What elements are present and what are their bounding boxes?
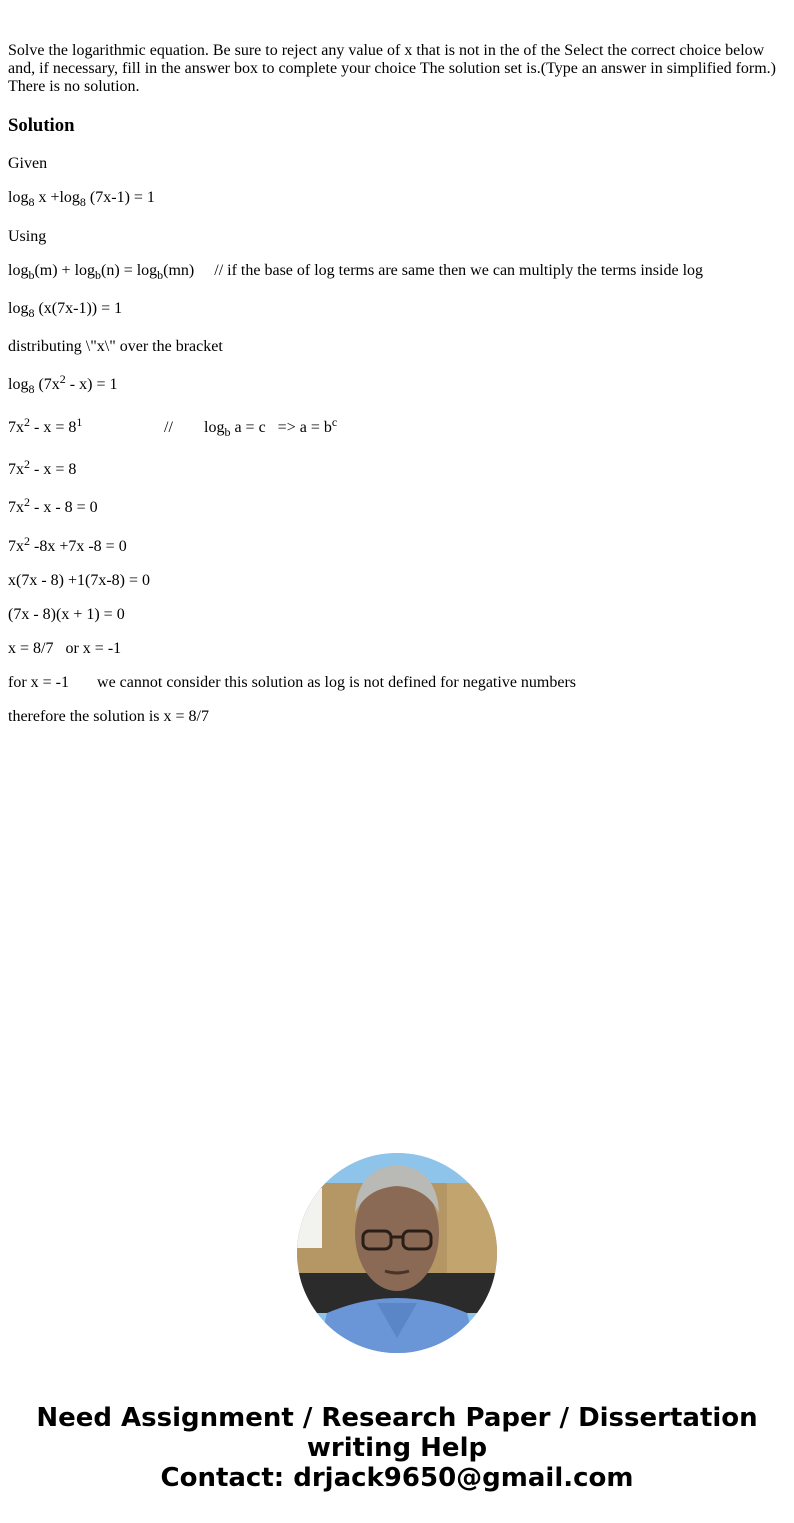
reject-note: for x = -1 we cannot consider this solution as log is not defined for negative numbers [8, 674, 577, 691]
promo-line-2: writing Help [306, 1433, 488, 1463]
step-roots: x = 8/7 or x = -1 [8, 640, 122, 657]
log-product-rule: $\log_b(m) + \log_b(n) = \log_b(mn)$ // if the base of log terms are same then we can multiply the terms inside log [8, 262, 704, 282]
step-expanded-log: $\log_8 (7x^2 - x) = 1$ [8, 372, 118, 396]
step-quadratic: $7x^2 - x - 8 = 0$ [8, 495, 98, 516]
conclusion: therefore the solution is x = 8/7 [8, 708, 209, 725]
distribute-note: distributing \"x\" over the bracket [8, 338, 223, 355]
promo-banner [0, 1403, 794, 1493]
step-exponential-form: $7x^2 - x = 8^1$ // $\log_b a = c => a = b^c$ [8, 415, 338, 439]
promo-line-1: Need Assignment / Research Paper / Dissertation [36, 1403, 758, 1433]
using-label: Using [8, 228, 47, 245]
step-split-middle: $7x^2$ -8x +7x -8 = 0 [8, 534, 127, 555]
step-combine-logs: $\log_8 (x(7x-1)) = 1$ [8, 300, 123, 320]
step-factored: (7x - 8)(x + 1) = 0 [8, 606, 125, 623]
portrait-image [297, 1153, 497, 1353]
question-text: Solve the logarithmic equation. Be sure to reject any value of x that is not in the of the Select the correct choice below and, if necessary, fill in the answer box to complete your choice The solution set is.(Type an answer in simplified form.) There is no solution. [8, 42, 777, 95]
given-label: Given [8, 155, 48, 172]
promo-contact: Contact: drjack9650@gmail.com [160, 1463, 634, 1493]
step-grouping: x(7x - 8) +1(7x-8) = 0 [8, 572, 151, 589]
given-equation: $\log_8 x +\log_8$ (7x-1) = 1 [8, 189, 155, 209]
step-simplified: $7x^2 - x = 8$ [8, 457, 77, 478]
avatar [297, 1153, 497, 1353]
solution-heading: Solution [8, 115, 75, 136]
